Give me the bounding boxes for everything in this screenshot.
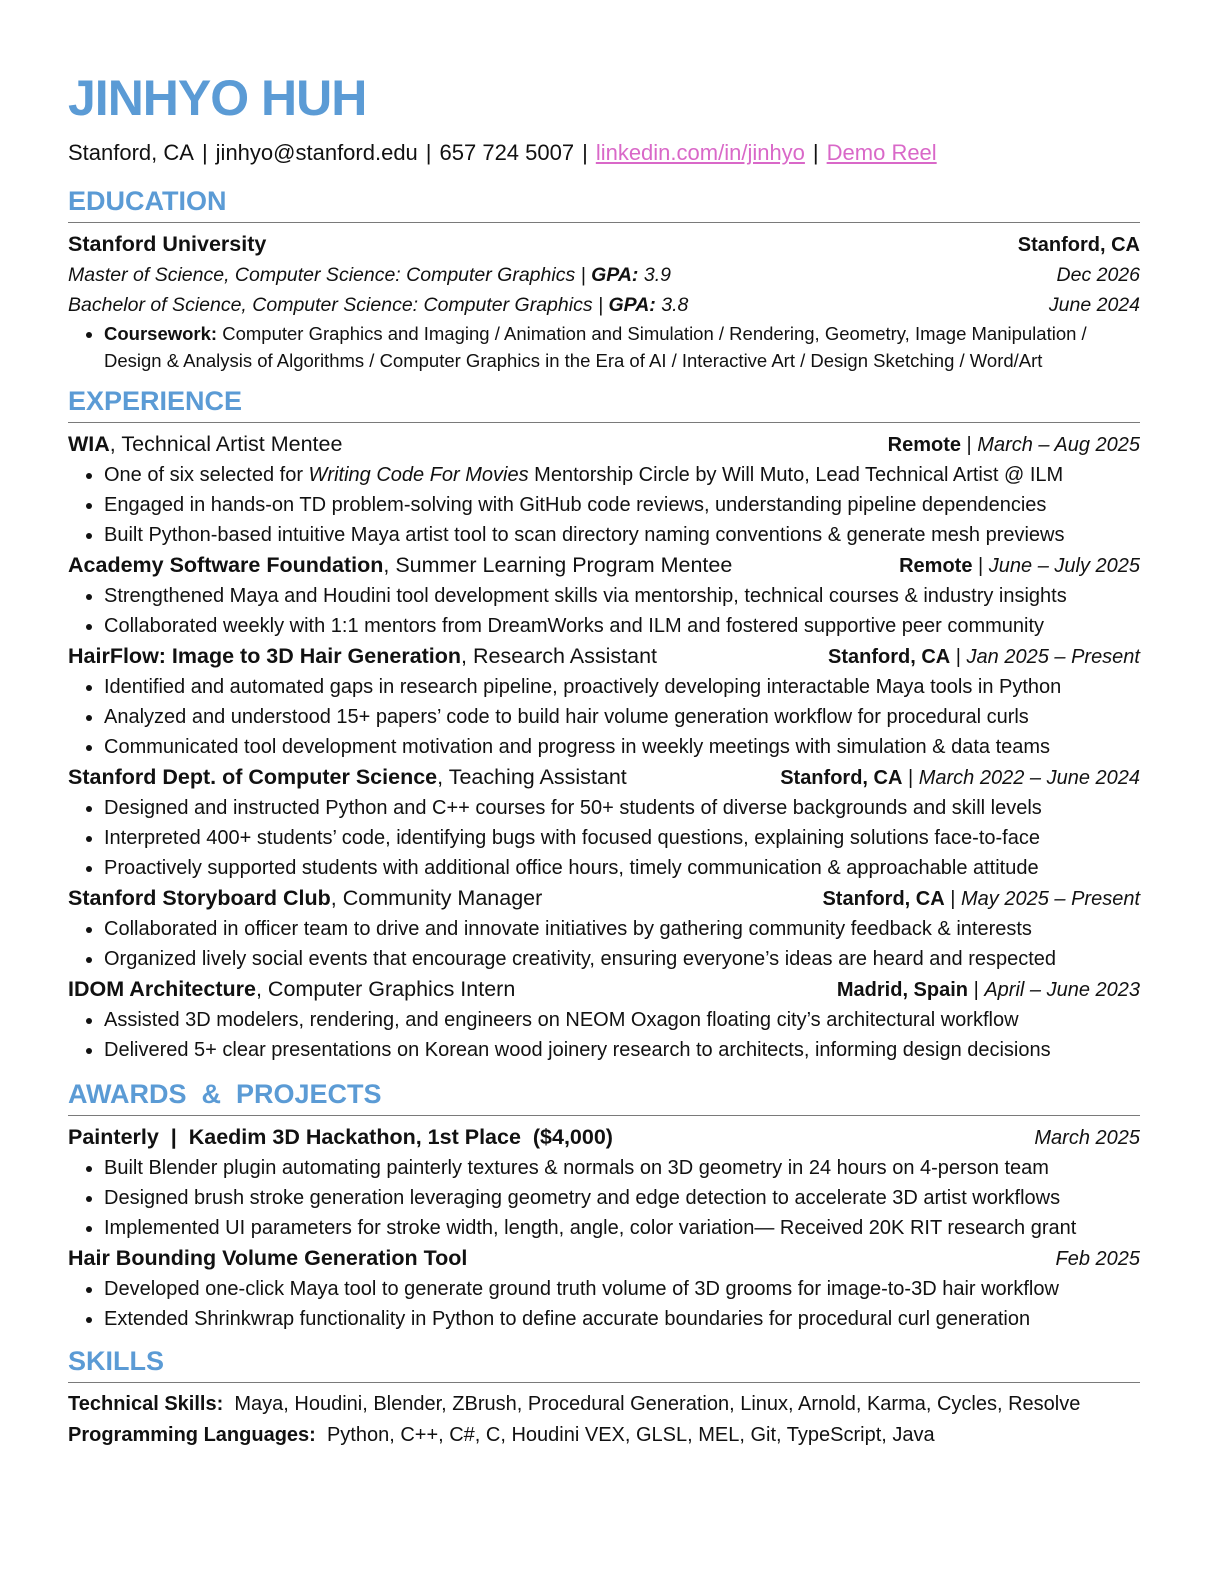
job-meta: Stanford, CA | Jan 2025 – Present [828, 646, 1140, 668]
awards-list [68, 1122, 1140, 1334]
bullet-list [68, 1274, 1140, 1334]
bullet-text: Collaborated in officer team to drive and innovate initiatives by gathering community feedback & interests [104, 918, 1032, 940]
degree-name: Master of Science, Computer Science: Computer Graphics [68, 264, 576, 286]
candidate-name: JINHYO HUH [68, 70, 367, 126]
job-title-line: Stanford Dept. of Computer Science, Teaching Assistant [68, 765, 627, 789]
technical-skills-value: Maya, Houdini, Blender, ZBrush, Procedural Generation, Linux, Arnold, Karma, Cycles, Resolve [234, 1393, 1081, 1415]
job-organization: Stanford Storyboard Club [68, 886, 331, 910]
job-organization: IDOM Architecture [68, 977, 256, 1001]
degree-list [68, 260, 1140, 320]
bullet-text: Built Blender plugin automating painterly textures & normals on 3D geometry in 24 hours on 4-person team [104, 1157, 1049, 1179]
job-meta: Remote | June – July 2025 [899, 555, 1140, 577]
job-title-line: HairFlow: Image to 3D Hair Generation, Research Assistant [68, 644, 658, 668]
skills-heading: SKILLS [68, 1346, 165, 1376]
job-dates: March 2022 – June 2024 [918, 767, 1140, 789]
bullet-list [68, 1153, 1140, 1243]
bullet-item [104, 1304, 1140, 1334]
separator: | [201, 140, 208, 165]
bullet-item [104, 1153, 1140, 1183]
gpa-label: GPA: [591, 264, 639, 286]
bullet-text: Identified and automated gaps in research pipeline, proactively developing interactable Maya tools in Python [104, 676, 1062, 698]
bullet-item [104, 702, 1140, 732]
bullet-text: Communicated tool development motivation and progress in weekly meetings with simulation & data teams [104, 736, 1051, 758]
bullet-list [68, 1005, 1140, 1065]
bullet-item [104, 914, 1140, 944]
bullet-item [104, 490, 1140, 520]
job-location: Remote [887, 434, 961, 456]
bullet-item [104, 611, 1140, 641]
job-meta: Stanford, CA | March 2022 – June 2024 [780, 767, 1140, 789]
degree-date: June 2024 [1048, 294, 1140, 316]
bullet-text: Delivered 5+ clear presentations on Korean wood joinery research to architects, informing design decisions [104, 1039, 1051, 1061]
job-location: Stanford, CA [780, 767, 903, 789]
bullet-item [104, 1274, 1140, 1304]
job-role: Community Manager [342, 886, 543, 910]
bullet-text: Designed and instructed Python and C++ courses for 50+ students of diverse backgrounds and skill levels [104, 797, 1042, 819]
bullet-item [104, 1005, 1140, 1035]
bullet-text: Organized lively social events that encourage creativity, ensuring everyone’s ideas are heard and respected [104, 948, 1057, 970]
awards-heading: AWARDS & PROJECTS [68, 1079, 382, 1109]
separator: | [582, 140, 588, 165]
bullet-item [104, 793, 1140, 823]
bullet-text: Analyzed and understood 15+ papers’ code to build hair volume generation workflow for procedural curls [104, 706, 1029, 728]
award-name: Painterly | Kaedim 3D Hackathon, 1st Place ($4,000) [68, 1125, 613, 1149]
degree-date: Dec 2026 [1056, 264, 1140, 286]
bullet-item [104, 581, 1140, 611]
award-title-line [68, 1122, 613, 1152]
school-name: Stanford University [68, 232, 267, 256]
gpa-value: 3.9 [643, 264, 671, 286]
degree-info: Master of Science, Computer Science: Computer Graphics | GPA: 3.9 [68, 264, 671, 286]
demo-reel-link[interactable]: Demo Reel [826, 140, 937, 165]
bullet-text: Built Python-based intuitive Maya artist tool to scan directory naming conventions & generate mesh previews [104, 524, 1065, 546]
phone: 657 724 5007 [439, 140, 575, 165]
education-entry [68, 229, 1140, 260]
bullet-item [104, 944, 1140, 974]
degree-row [68, 290, 1140, 320]
section-divider [68, 222, 1140, 223]
experience-heading: EXPERIENCE [68, 386, 243, 416]
technical-skills [68, 1389, 1140, 1420]
bullet-text: Proactively supported students with additional office hours, timely communication & approachable attitude [104, 857, 1039, 879]
bullet-text: One of six selected for [104, 464, 309, 486]
job-organization: Academy Software Foundation [68, 553, 384, 577]
programming-languages [68, 1420, 1140, 1451]
job-location: Stanford, CA [822, 888, 945, 910]
job-title-line: IDOM Architecture, Computer Graphics Intern [68, 977, 516, 1001]
job-location: Remote [899, 555, 973, 577]
bullet-text: Designed brush stroke generation leveraging geometry and edge detection to accelerate 3D artist workflows [104, 1187, 1061, 1209]
job-location: Madrid, Spain [836, 979, 969, 1001]
award-header [68, 1122, 1140, 1153]
location: Stanford, CA [68, 140, 194, 165]
bullet-item [104, 1213, 1140, 1243]
section-divider [68, 1382, 1140, 1383]
bullet-item [104, 732, 1140, 762]
email: jinhyo@stanford.edu [215, 140, 418, 165]
coursework-list [68, 320, 1140, 374]
bullet-item [104, 1183, 1140, 1213]
job-role: Technical Artist Mentee [121, 432, 343, 456]
bullet-item [104, 520, 1140, 550]
job-header [68, 883, 1140, 914]
job-organization: WIA [68, 432, 110, 456]
separator: | [812, 140, 819, 165]
degree-name: Bachelor of Science, Computer Science: Computer Graphics [68, 294, 593, 316]
bullet-text: Extended Shrinkwrap functionality in Python to define accurate boundaries for procedural curl generation [104, 1308, 1031, 1330]
bullet-text: Developed one-click Maya tool to generate ground truth volume of 3D grooms for image-to-3D hair workflow [104, 1278, 1059, 1300]
bullet-text: Interpreted 400+ students’ code, identifying bugs with focused questions, explaining solutions face-to-face [104, 827, 1040, 849]
bullet-item [104, 1035, 1140, 1065]
job-dates: June – July 2025 [988, 555, 1140, 577]
education-heading: EDUCATION [68, 186, 227, 216]
linkedin-link[interactable]: linkedin.com/in/jinhyo [595, 140, 805, 165]
bullet-list [68, 581, 1140, 641]
resume-page [68, 70, 1140, 1451]
bullet-list [68, 914, 1140, 974]
bullet-item [104, 853, 1140, 883]
bullet-item [104, 460, 1140, 490]
bullet-text: Engaged in hands-on TD problem-solving with GitHub code reviews, understanding pipeline dependencies [104, 494, 1047, 516]
bullet-text-tail: Mentorship Circle by Will Muto, Lead Technical Artist @ ILM [528, 464, 1064, 486]
job-title-line: Stanford Storyboard Club, Community Manager [68, 886, 543, 910]
programming-languages-label: Programming Languages: [68, 1424, 316, 1446]
job-meta: Madrid, Spain | April – June 2023 [836, 979, 1140, 1001]
job-header [68, 641, 1140, 672]
job-dates: March – Aug 2025 [977, 434, 1140, 456]
job-role: Computer Graphics Intern [267, 977, 516, 1001]
award-date: March 2025 [1034, 1127, 1140, 1149]
bullet-list [68, 793, 1140, 883]
bullet-list [68, 672, 1140, 762]
programming-languages-value: Python, C++, C#, C, Houdini VEX, GLSL, MEL, Git, TypeScript, Java [326, 1424, 935, 1446]
separator: | [425, 140, 432, 165]
gpa-value: 3.8 [661, 294, 689, 316]
award-header [68, 1243, 1140, 1274]
job-header [68, 974, 1140, 1005]
job-location: Stanford, CA [828, 646, 951, 668]
contact-line [68, 138, 1140, 168]
award-name: Hair Bounding Volume Generation Tool [68, 1246, 468, 1270]
bullet-list [68, 460, 1140, 550]
award-title-line [68, 1243, 467, 1273]
job-meta: Stanford, CA | May 2025 – Present [822, 888, 1140, 910]
job-dates: April – June 2023 [984, 979, 1140, 1001]
job-title-line: WIA, Technical Artist Mentee [68, 432, 343, 456]
job-role: Teaching Assistant [448, 765, 627, 789]
job-role: Research Assistant [473, 644, 658, 668]
degree-row [68, 260, 1140, 290]
bullet-item [104, 672, 1140, 702]
job-role: Summer Learning Program Mentee [395, 553, 733, 577]
job-dates: Jan 2025 – Present [966, 646, 1140, 668]
coursework-item [104, 320, 1140, 374]
job-header [68, 762, 1140, 793]
bullet-text: Implemented UI parameters for stroke width, length, angle, color variation— Received 20K RIT research grant [104, 1217, 1077, 1239]
experience-list [68, 429, 1140, 1065]
gpa-label: GPA: [608, 294, 656, 316]
job-title-line: Academy Software Foundation, Summer Learning Program Mentee [68, 553, 733, 577]
job-meta: Remote | March – Aug 2025 [887, 434, 1140, 456]
section-divider [68, 422, 1140, 423]
school-location: Stanford, CA [1017, 234, 1140, 256]
section-divider [68, 1115, 1140, 1116]
technical-skills-label: Technical Skills: [68, 1393, 224, 1415]
job-header [68, 429, 1140, 460]
bullet-text: Collaborated weekly with 1:1 mentors from DreamWorks and ILM and fostered supportive peer community [104, 615, 1045, 637]
bullet-text: Assisted 3D modelers, rendering, and engineers on NEOM Oxagon floating city’s architectural workflow [104, 1009, 1019, 1031]
coursework-text: Computer Graphics and Imaging / Animation and Simulation / Rendering, Geometry, Image Manipulation / Design & Analysis of Algorithms / Computer Graphics in the Era of AI / Interactive Art / Design Sketching / Word/Art [104, 323, 1087, 371]
job-organization: Stanford Dept. of Computer Science [68, 765, 438, 789]
bullet-emphasis: Writing Code For Movies [308, 464, 529, 486]
bullet-item [104, 823, 1140, 853]
bullet-text: Strengthened Maya and Houdini tool development skills via mentorship, technical courses & industry insights [104, 585, 1067, 607]
job-organization: HairFlow: Image to 3D Hair Generation [68, 644, 462, 668]
award-date: Feb 2025 [1055, 1248, 1140, 1270]
job-dates: May 2025 – Present [961, 888, 1140, 910]
coursework-label: Coursework: [104, 323, 218, 344]
degree-info: Bachelor of Science, Computer Science: Computer Graphics | GPA: 3.8 [68, 294, 689, 316]
job-header [68, 550, 1140, 581]
